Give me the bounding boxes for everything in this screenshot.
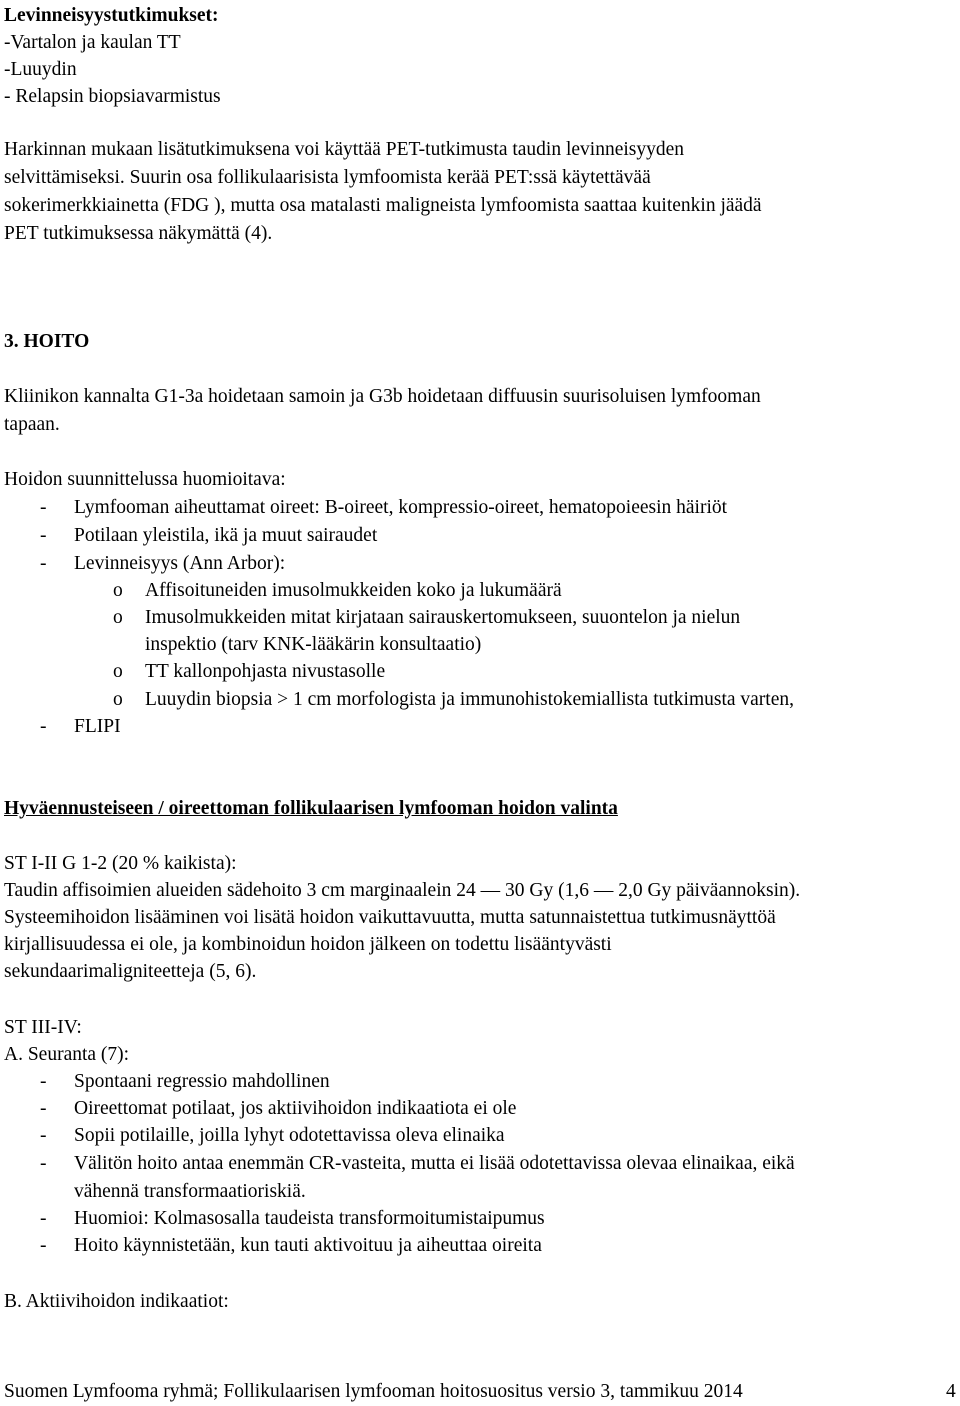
planning-item-text: Levinneisyys (Ann Arbor):: [74, 553, 286, 574]
dash-marker: -: [40, 1235, 47, 1256]
pet-paragraph-line: selvittämiseksi. Suurin osa follikulaarisista lymfoomista kerää PET:ssä käytettävää: [4, 167, 651, 188]
st12-line: Taudin affisoimien alueiden sädehoito 3 cm marginaalein 24 — 30 Gy (1,6 — 2,0 Gy päiväannoksin).: [4, 880, 801, 901]
dash-marker: -: [40, 1208, 47, 1229]
sub-item-text: Affisoituneiden imusolmukkeiden koko ja lukumäärä: [145, 580, 562, 601]
a-item-text: Huomioi: Kolmasosalla taudeista transformoitumistaipumus: [74, 1208, 545, 1229]
planning-item: [4, 522, 956, 550]
a-item-text: Hoito käynnistetään, kun tauti aktivoituu ja aiheuttaa oireita: [74, 1235, 542, 1256]
planning-item: [4, 550, 956, 578]
spread-item: -Luuydin: [4, 59, 77, 80]
planning-item-text: Potilaan yleistila, ikä ja muut sairaudet: [74, 525, 378, 546]
a-item-text: Sopii potilaille, joilla lyhyt odotettavissa oleva elinaika: [74, 1125, 505, 1146]
pet-paragraph-line: Harkinnan mukaan lisätutkimuksena voi käyttää PET-tutkimusta taudin levinneisyyden: [4, 139, 685, 160]
st12-line: sekundaarimaligniteetteja (5, 6).: [4, 961, 257, 982]
a-item: [4, 1068, 956, 1096]
spread-item: -Vartalon ja kaulan TT: [4, 32, 181, 53]
sub-item-text: Luuydin biopsia > 1 cm morfologista ja immunohistokemiallista tutkimusta varten,: [145, 689, 794, 710]
st12-line: Systeemihoidon lisääminen voi lisätä hoidon vaikuttavuutta, mutta satunnaistettua tutkimusnäyttöä: [4, 907, 776, 928]
circle-bullet-marker: o: [113, 689, 123, 710]
dash-marker: -: [40, 525, 47, 546]
dash-marker: -: [40, 1125, 47, 1146]
circle-bullet-marker: o: [113, 580, 123, 601]
pet-paragraph-line: PET tutkimuksessa näkymättä (4).: [4, 223, 273, 244]
hoito-intro-line: Kliinikon kannalta G1-3a hoidetaan samoin ja G3b hoidetaan diffuusin suurisoluisen lymfooman: [4, 386, 761, 407]
a-item-text: Spontaani regressio mahdollinen: [74, 1071, 330, 1092]
spread-heading: Levinneisyystutkimukset:: [4, 5, 219, 26]
planning-title: Hoidon suunnittelussa huomioitava:: [4, 469, 286, 490]
a-item: [4, 1205, 956, 1233]
circle-bullet-marker: o: [113, 661, 123, 682]
st34-title: ST III-IV:: [4, 1017, 82, 1038]
sub-item-continuation: [4, 631, 956, 659]
a-item-text: Oireettomat potilaat, jos aktiivihoidon indikaatiota ei ole: [74, 1098, 517, 1119]
st12-line: kirjallisuudessa ei ole, ja kombinoidun hoidon jälkeen on todettu lisääntyvästi: [4, 934, 612, 955]
b-title: B. Aktiivihoidon indikaatiot:: [4, 1291, 229, 1312]
hoito-heading: 3. HOITO: [4, 331, 90, 352]
choice-heading: Hyväennusteiseen / oireettoman follikulaarisen lymfooman hoidon valinta: [4, 798, 618, 819]
page-number: 4: [946, 1381, 956, 1402]
a-item: [4, 1150, 956, 1178]
dash-marker: -: [40, 1071, 47, 1092]
planning-item: [4, 713, 956, 741]
sub-item-text: TT kallonpohjasta nivustasolle: [145, 661, 386, 682]
a-item: [4, 1095, 956, 1123]
spread-item: - Relapsin biopsiavarmistus: [4, 86, 221, 107]
sub-item: [4, 686, 956, 714]
planning-item: [4, 494, 956, 522]
a-item-text: vähennä transformaatioriskiä.: [74, 1181, 306, 1202]
sub-item: [4, 604, 956, 632]
dash-marker: -: [40, 716, 47, 737]
planning-item-text: Lymfooman aiheuttamat oireet: B-oireet, kompressio-oireet, hematopoieesin häiriöt: [74, 497, 728, 518]
planning-item-text: FLIPI: [74, 716, 121, 737]
footer-text: Suomen Lymfooma ryhmä; Follikulaarisen lymfooman hoitosuositus versio 3, tammikuu 2014: [4, 1381, 743, 1402]
sub-item: [4, 658, 956, 686]
a-item-text: Välitön hoito antaa enemmän CR-vasteita, mutta ei lisää odotettavissa olevaa elinaikaa, eikä: [74, 1153, 795, 1174]
dash-marker: -: [40, 497, 47, 518]
hoito-intro-line: tapaan.: [4, 414, 60, 435]
a-item: [4, 1122, 956, 1150]
pet-paragraph-line: sokerimerkkiainetta (FDG ), mutta osa matalasti maligneista lymfoomista saattaa kuitenkin jäädä: [4, 195, 762, 216]
dash-marker: -: [40, 1153, 47, 1174]
sub-item-text: Imusolmukkeiden mitat kirjataan sairauskertomukseen, suuontelon ja nielun: [145, 607, 741, 628]
sub-item: [4, 577, 956, 605]
a-item: [4, 1232, 956, 1260]
a-title: A. Seuranta (7):: [4, 1044, 130, 1065]
dash-marker: -: [40, 553, 47, 574]
a-item-continuation: [4, 1178, 956, 1206]
st12-title: ST I-II G 1-2 (20 % kaikista):: [4, 853, 237, 874]
circle-bullet-marker: o: [113, 607, 123, 628]
sub-item-text: inspektio (tarv KNK-lääkärin konsultaatio): [145, 634, 482, 655]
dash-marker: -: [40, 1098, 47, 1119]
